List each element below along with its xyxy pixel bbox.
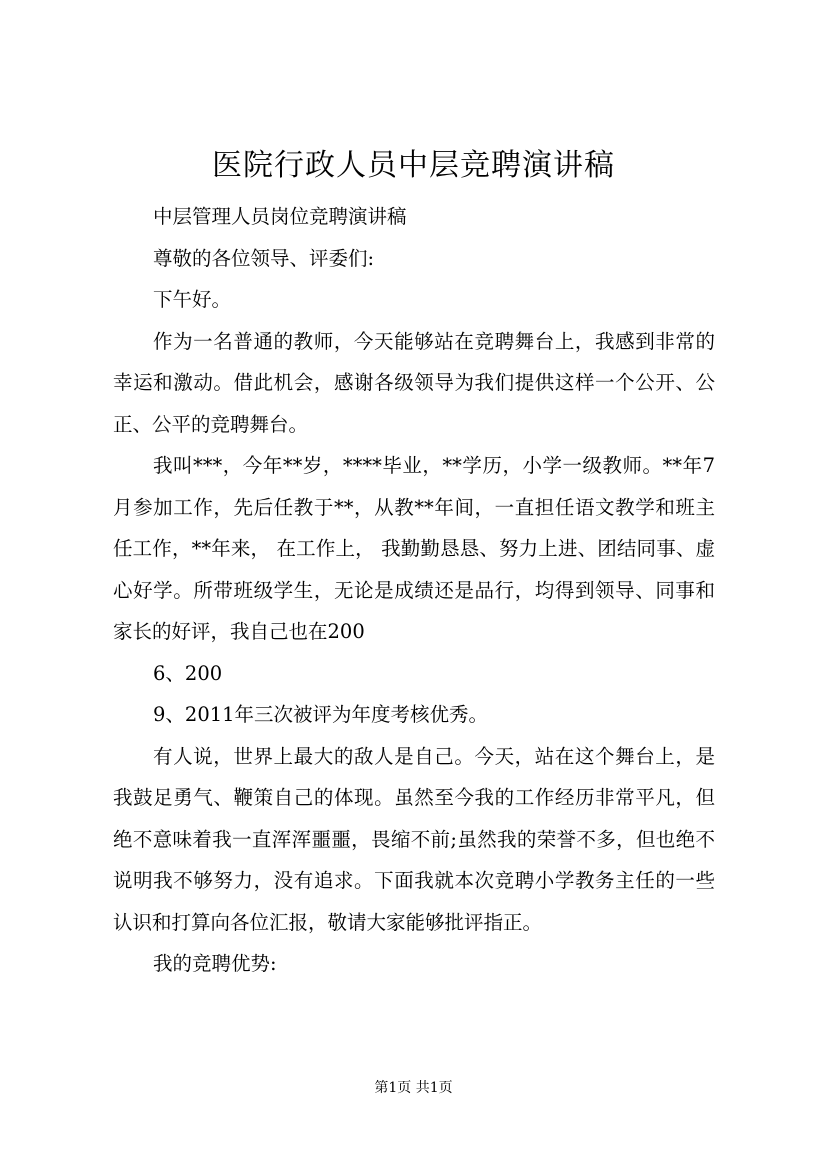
paragraph: 我的竞聘优势: <box>153 952 277 975</box>
paragraph: 尊敬的各位领导、评委们: <box>153 246 375 270</box>
paragraph: 有人说，世界上最大的敌人是自己。今天，站在这个舞台上，是我鼓足勇气、鞭策自己的体现。虽然至今我的工作经历非常平凡，但绝不意味着我一直浑浑噩噩，畏缩不前;虽然我的荣誉不多，但也绝不说明我不够努力，没有追求。下面我就本次竞聘小学教务主任的一些认识和打算向各位汇报，敬请大家能够批评指正。 <box>113 744 715 934</box>
paragraph: 我叫***，今年**岁，****毕业，**学历，小学一级教师。**年7月参加工作，先后任教于**，从教**年间，一直担任语文教学和班主任工作，**年来， 在工作上， 我勤勤恳恳、努力上进、团结同事、虚心好学。所带班级学生，无论是成绩还是品行，均得到领导、同事和家长的好评，我自己也在200 <box>113 454 715 643</box>
page-footer: 第1页 共1页 <box>374 1080 453 1096</box>
paragraph: 作为一名普通的教师，今天能够站在竞聘舞台上，我感到非常的幸运和激动。借此机会，感谢各级领导为我们提供这样一个公开、公正、公平的竞聘舞台。 <box>113 329 715 436</box>
paragraph: 9、2011年三次被评为年度考核优秀。 <box>153 703 489 726</box>
paragraph: 中层管理人员岗位竞聘演讲稿 <box>153 205 407 228</box>
paragraph: 下午好。 <box>153 288 232 311</box>
paragraph: 6、200 <box>153 661 223 685</box>
document-title: 医院行政人员中层竞聘演讲稿 <box>212 148 615 183</box>
document-body <box>113 196 715 985</box>
